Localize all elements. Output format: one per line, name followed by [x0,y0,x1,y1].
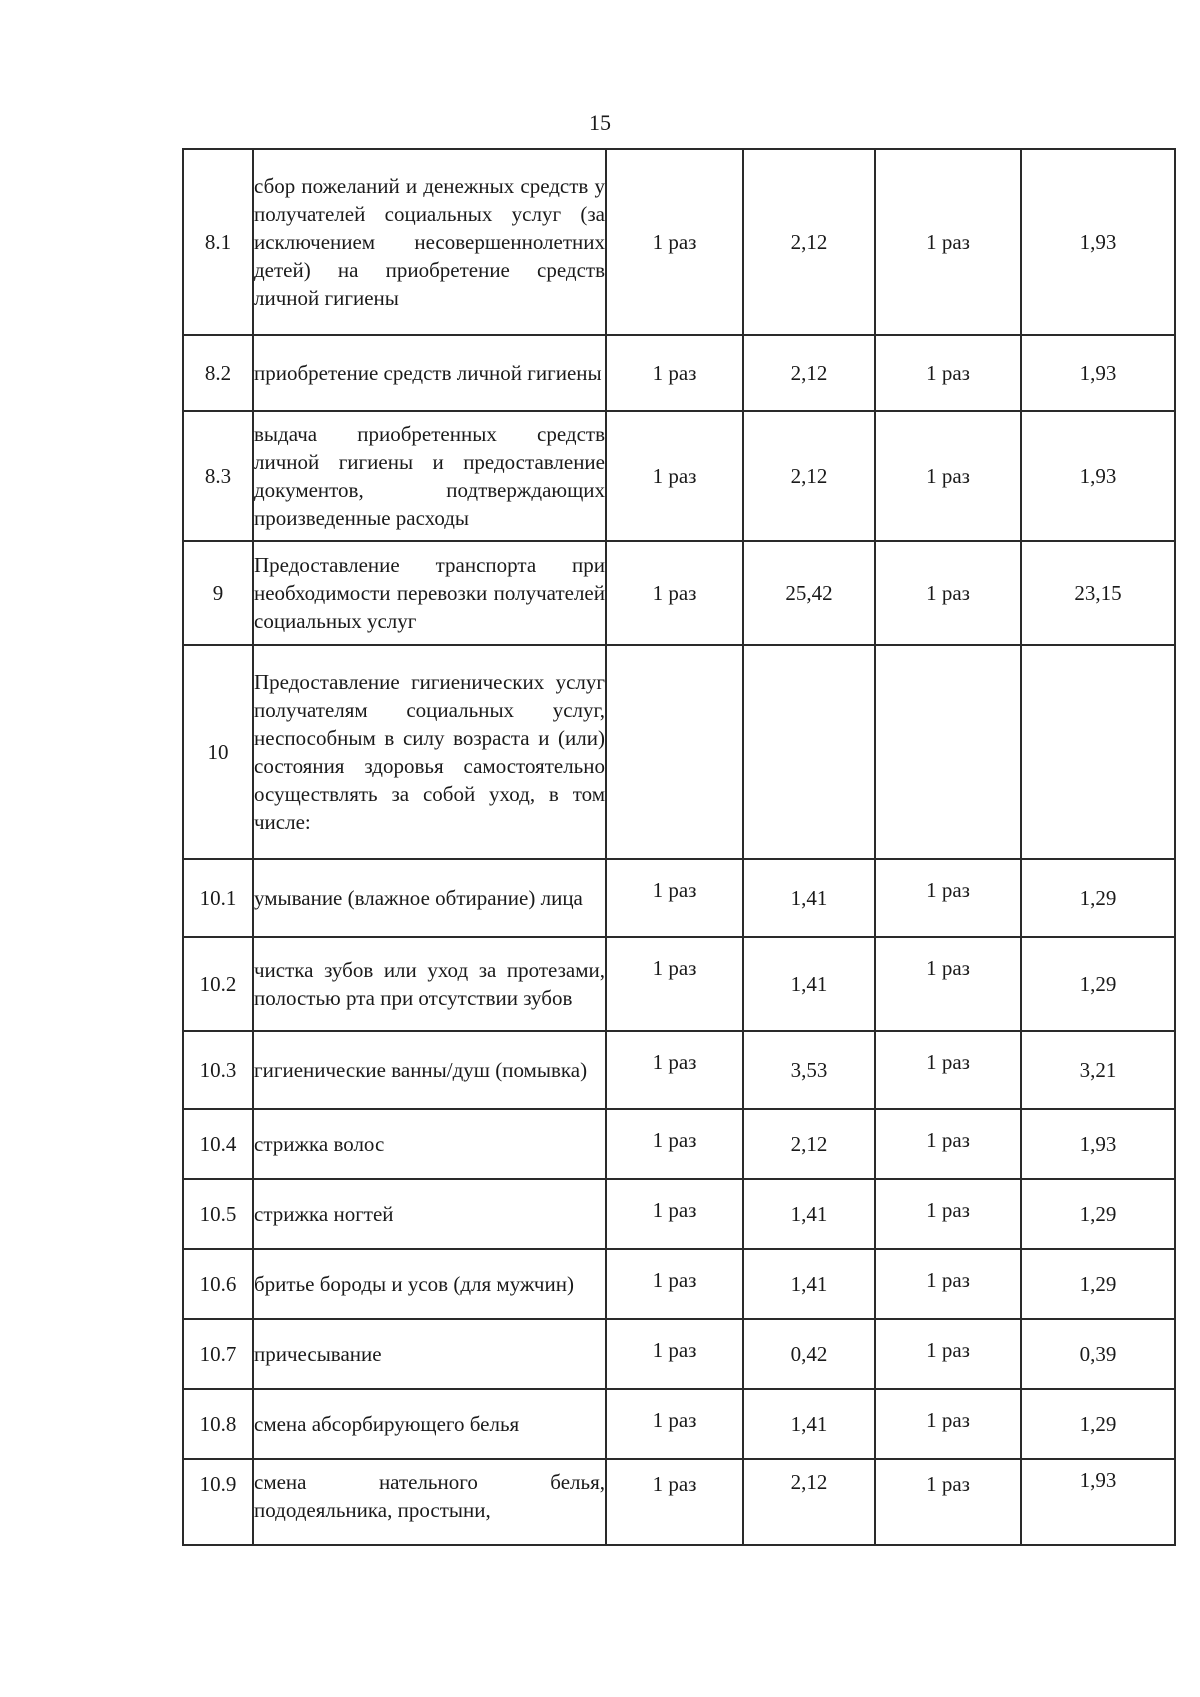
row-number: 10.4 [183,1109,253,1179]
row-number: 8.2 [183,335,253,411]
price-cell [1021,645,1175,859]
table-row [183,1031,1175,1109]
row-number: 8.3 [183,411,253,541]
row-number: 10.8 [183,1389,253,1459]
frequency-cell: 1 раз [606,937,743,1031]
frequency-cell: 1 раз [606,149,743,335]
frequency-cell: 1 раз [606,1109,743,1179]
frequency-cell: 1 раз [606,1319,743,1389]
service-description: смена нательного белья, пододеяльника, простыни, [253,1459,606,1545]
frequency-cell: 1 раз [875,541,1021,645]
frequency-cell: 1 раз [875,1319,1021,1389]
service-description: приобретение средств личной гигиены [253,335,606,411]
service-description: Предоставление транспорта при необходимости перевозки получателей социальных услуг [253,541,606,645]
price-cell: 1,93 [1021,1459,1175,1545]
price-cell: 0,39 [1021,1319,1175,1389]
service-description: умывание (влажное обтирание) лица [253,859,606,937]
row-number: 10.5 [183,1179,253,1249]
frequency-cell: 1 раз [606,1179,743,1249]
price-cell: 2,12 [743,149,875,335]
price-cell: 1,29 [1021,859,1175,937]
price-cell: 1,41 [743,1249,875,1319]
page-number: 15 [589,110,611,135]
frequency-cell: 1 раз [875,859,1021,937]
service-description: бритье бороды и усов (для мужчин) [253,1249,606,1319]
price-cell: 1,29 [1021,1389,1175,1459]
row-number: 8.1 [183,149,253,335]
row-number: 10 [183,645,253,859]
table-row [183,859,1175,937]
row-number: 9 [183,541,253,645]
frequency-cell [606,645,743,859]
price-cell: 1,29 [1021,1179,1175,1249]
frequency-cell: 1 раз [606,411,743,541]
price-cell: 1,41 [743,859,875,937]
table-row [183,1179,1175,1249]
service-description: гигиенические ванны/душ (помывка) [253,1031,606,1109]
frequency-cell: 1 раз [875,335,1021,411]
service-description: Предоставление гигиенических услуг получателям социальных услуг, неспособным в силу возраста и (или) состояния здоровья самостоятельно осуществлять за собой уход, в том числе: [253,645,606,859]
price-cell: 25,42 [743,541,875,645]
price-cell: 1,93 [1021,335,1175,411]
service-description: сбор пожеланий и денежных средств у получателей социальных услуг (за исключением несовершеннолетних детей) на приобретение средств личной гигиены [253,149,606,335]
frequency-cell [875,645,1021,859]
price-cell: 0,42 [743,1319,875,1389]
table-row [183,1459,1175,1545]
row-number: 10.9 [183,1459,253,1545]
row-number: 10.2 [183,937,253,1031]
frequency-cell: 1 раз [606,859,743,937]
table-row [183,411,1175,541]
table-row [183,1249,1175,1319]
frequency-cell: 1 раз [606,335,743,411]
price-cell: 2,12 [743,1109,875,1179]
table-row [183,149,1175,335]
row-number: 10.1 [183,859,253,937]
price-cell: 3,53 [743,1031,875,1109]
table-row [183,1319,1175,1389]
price-cell: 2,12 [743,335,875,411]
price-cell: 1,93 [1021,149,1175,335]
frequency-cell: 1 раз [606,1031,743,1109]
price-cell [743,645,875,859]
price-cell: 1,93 [1021,411,1175,541]
price-cell: 2,12 [743,1459,875,1545]
frequency-cell: 1 раз [875,937,1021,1031]
service-description: стрижка волос [253,1109,606,1179]
frequency-cell: 1 раз [875,1459,1021,1545]
service-description: причесывание [253,1319,606,1389]
frequency-cell: 1 раз [875,1031,1021,1109]
row-number: 10.3 [183,1031,253,1109]
price-cell: 3,21 [1021,1031,1175,1109]
table-row [183,645,1175,859]
service-description: смена абсорбирующего белья [253,1389,606,1459]
price-cell: 1,41 [743,1389,875,1459]
price-cell: 1,29 [1021,937,1175,1031]
frequency-cell: 1 раз [875,1109,1021,1179]
frequency-cell: 1 раз [606,1389,743,1459]
frequency-cell: 1 раз [606,541,743,645]
price-cell: 23,15 [1021,541,1175,645]
frequency-cell: 1 раз [875,149,1021,335]
frequency-cell: 1 раз [875,1389,1021,1459]
price-cell: 1,41 [743,1179,875,1249]
table-row [183,335,1175,411]
frequency-cell: 1 раз [875,1179,1021,1249]
row-number: 10.6 [183,1249,253,1319]
table-row [183,1389,1175,1459]
table-row [183,1109,1175,1179]
price-cell: 1,29 [1021,1249,1175,1319]
service-description: стрижка ногтей [253,1179,606,1249]
frequency-cell: 1 раз [606,1249,743,1319]
service-description: чистка зубов или уход за протезами, полостью рта при отсутствии зубов [253,937,606,1031]
service-description: выдача приобретенных средств личной гигиены и предоставление документов, подтверждающих произведенные расходы [253,411,606,541]
frequency-cell: 1 раз [875,1249,1021,1319]
tariff-table [182,148,1176,1546]
price-cell: 1,93 [1021,1109,1175,1179]
table-row [183,937,1175,1031]
frequency-cell: 1 раз [606,1459,743,1545]
price-cell: 2,12 [743,411,875,541]
table-row [183,541,1175,645]
price-cell: 1,41 [743,937,875,1031]
row-number: 10.7 [183,1319,253,1389]
frequency-cell: 1 раз [875,411,1021,541]
